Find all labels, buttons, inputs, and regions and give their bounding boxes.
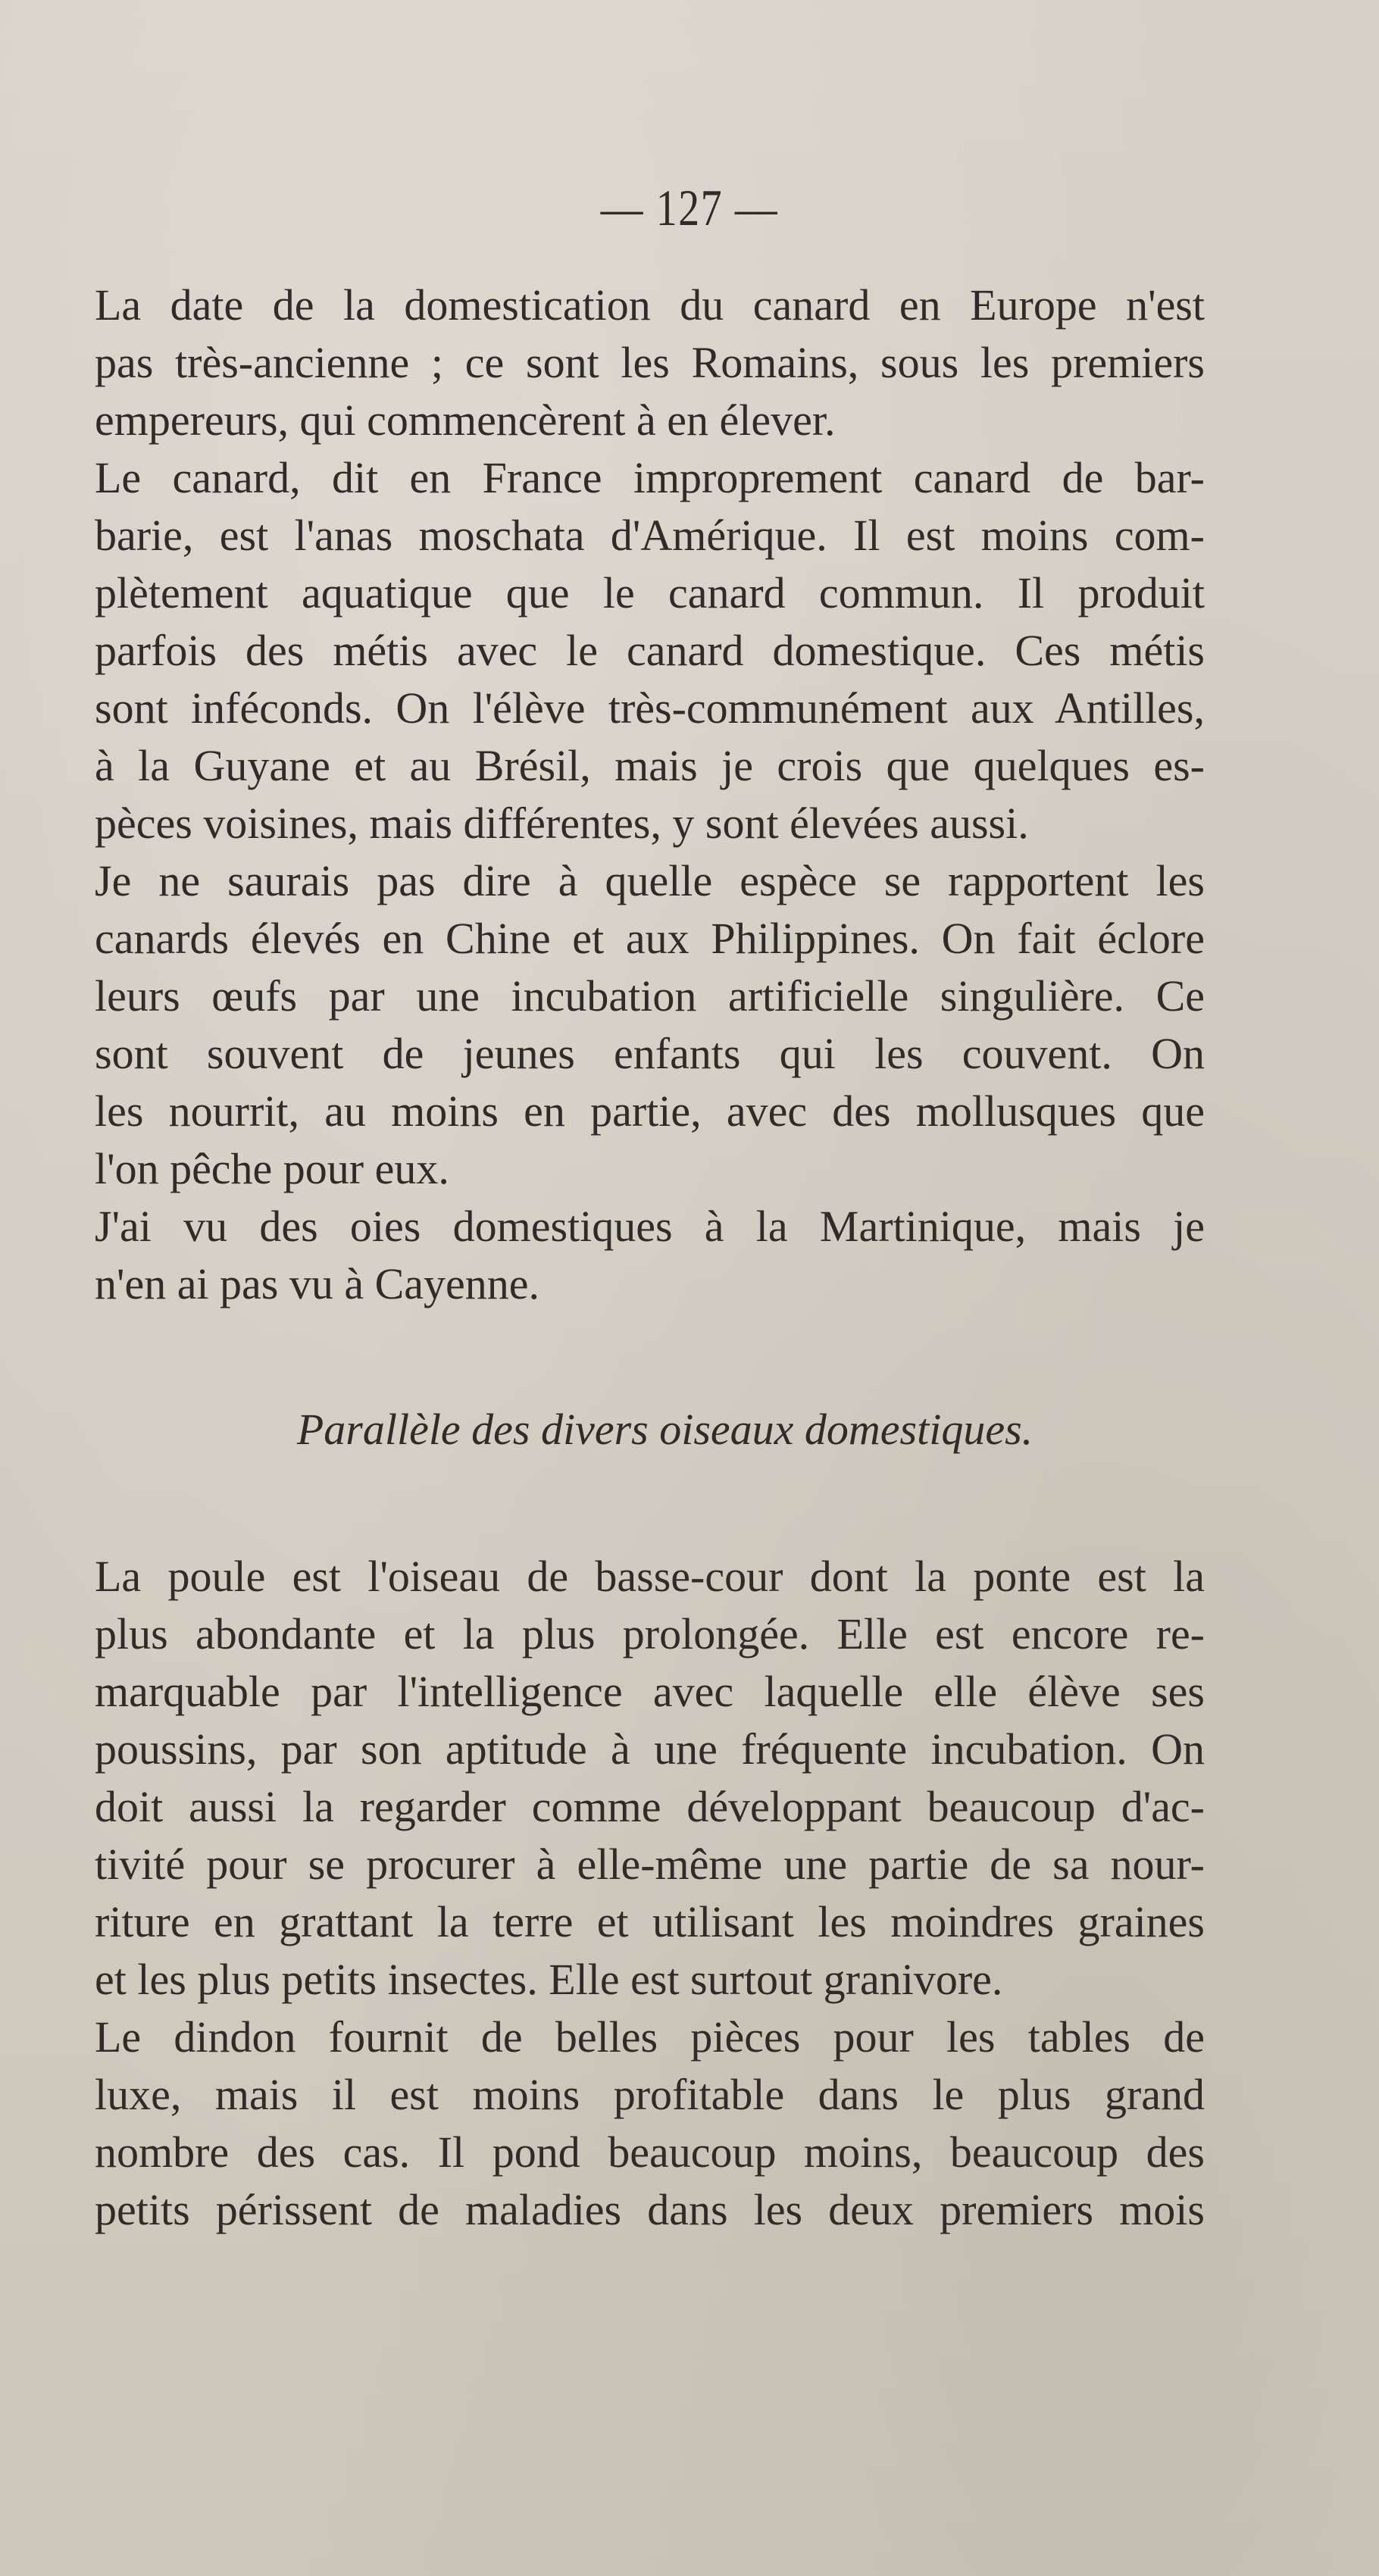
text-line: pas très-ancienne ; ce sont les Romains, sous les premiers	[95, 338, 1205, 387]
text-line: les nourrit, au moins en partie, avec des mollusques que	[95, 1086, 1205, 1136]
text-line: La poule est l'oiseau de basse-cour dont la ponte est la	[95, 1552, 1205, 1601]
text-line: à la Guyane et au Brésil, mais je crois que quelques es-	[95, 741, 1205, 790]
paragraph	[95, 2009, 1205, 2239]
text-line: poussins, par son aptitude à une fréquente incubation. On	[95, 1724, 1205, 1774]
text-line: tivité pour se procurer à elle-même une partie de sa nour-	[95, 1840, 1205, 1889]
text-line: plètement aquatique que le canard commun. Il produit	[95, 568, 1205, 617]
text-line: marquable par l'intelligence avec laquelle elle élève ses	[95, 1667, 1205, 1716]
text-line: Je ne saurais pas dire à quelle espèce se rapportent les	[95, 856, 1205, 905]
paragraph	[95, 1548, 1205, 2009]
text-line: Le dindon fournit de belles pièces pour les tables de	[95, 2012, 1205, 2062]
text-line: barie, est l'anas moschata d'Amérique. Il est moins com-	[95, 511, 1205, 560]
text-line: leurs œufs par une incubation artificielle singulière. Ce	[95, 971, 1205, 1021]
section-heading: Parallèle des divers oiseaux domestiques.	[296, 1405, 1033, 1454]
text-line: sont souvent de jeunes enfants qui les couvent. On	[95, 1029, 1205, 1078]
text-line: La date de la domestication du canard en Europe n'est	[95, 280, 1205, 330]
paragraph	[95, 852, 1205, 1198]
paragraph	[95, 449, 1205, 852]
text-line: parfois des métis avec le canard domestique. Ces métis	[95, 626, 1205, 675]
text-line: plus abondante et la plus prolongée. Elle est encore re-	[95, 1609, 1205, 1658]
text-line: n'en ai pas vu à Cayenne.	[95, 1259, 540, 1308]
text-line: petits périssent de maladies dans les deux premiers mois	[95, 2185, 1205, 2234]
text-line: pèces voisines, mais différentes, y sont élevées aussi.	[95, 799, 1029, 848]
page-body	[95, 277, 1205, 2239]
text-line: empereurs, qui commencèrent à en élever.	[95, 395, 836, 445]
page-number: — 127 —	[600, 179, 779, 236]
text-line: Le canard, dit en France improprement canard de bar-	[95, 453, 1205, 502]
text-line: doit aussi la regarder comme développant beaucoup d'ac-	[95, 1782, 1205, 1831]
paragraph	[95, 1198, 1205, 1313]
text-line: et les plus petits insectes. Elle est surtout granivore.	[95, 1955, 1003, 2004]
paragraph	[95, 277, 1205, 449]
text-line: J'ai vu des oies domestiques à la Martinique, mais je	[95, 1202, 1205, 1251]
text-line: l'on pêche pour eux.	[95, 1144, 449, 1193]
text-line: sont inféconds. On l'élève très-communément aux Antilles,	[95, 683, 1205, 733]
text-line: canards élevés en Chine et aux Philippines. On fait éclore	[95, 914, 1205, 963]
text-line: riture en grattant la terre et utilisant les moindres graines	[95, 1897, 1205, 1946]
text-line: nombre des cas. Il pond beaucoup moins, beaucoup des	[95, 2127, 1205, 2177]
text-line: luxe, mais il est moins profitable dans le plus grand	[95, 2070, 1205, 2119]
